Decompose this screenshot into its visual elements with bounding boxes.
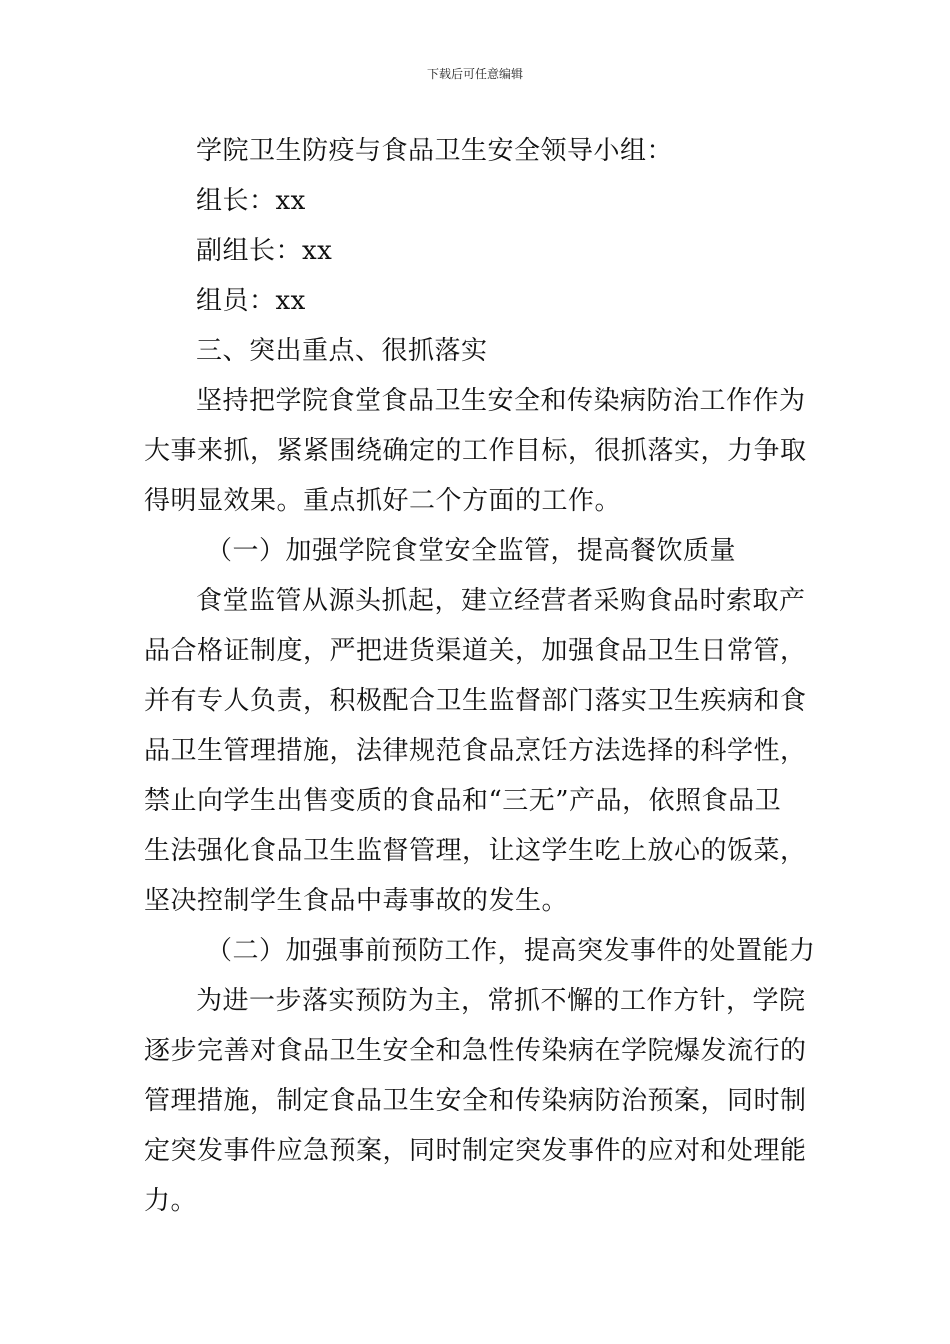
paragraph-line: 力。 [144, 1186, 198, 1216]
paragraph-line: 坚决控制学生食品中毒事故的发生。 [144, 886, 569, 916]
paragraph-line: 管理措施，制定食品卫生安全和传染病防治预案，同时制 [144, 1086, 807, 1116]
paragraph-line: 大事来抓，紧紧围绕确定的工作目标，很抓落实，力争取 [144, 436, 807, 466]
deputy-leader-line: 副组长：xx [196, 236, 333, 266]
paragraph-line: 定突发事件应急预案，同时制定突发事件的应对和处理能 [144, 1136, 807, 1166]
paragraph-line: 坚持把学院食堂食品卫生安全和传染病防治工作作为 [196, 386, 806, 416]
group-leader-line: 组长：xx [196, 186, 306, 216]
paragraph-line: 得明显效果。重点抓好二个方面的工作。 [144, 486, 622, 516]
subsection-two-heading: （二）加强事前预防工作，提高突发事件的处置能力 [206, 936, 816, 966]
paragraph-line: 禁止向学生出售变质的食品和“三无”产品，依照食品卫 [144, 786, 782, 816]
document-body [144, 126, 816, 1226]
paragraph-line: 食堂监管从源头抓起，建立经营者采购食品时索取产 [196, 586, 806, 616]
paragraph-line: 品卫生管理措施，法律规范食品烹饪方法选择的科学性， [144, 736, 807, 766]
paragraph-line: 生法强化食品卫生监督管理，让这学生吃上放心的饭菜， [144, 836, 807, 866]
page-header: 下载后可任意编辑 [426, 67, 523, 81]
subsection-one-heading: （一）加强学院食堂安全监管，提高餐饮质量 [206, 536, 737, 566]
paragraph-line: 逐步完善对食品卫生安全和急性传染病在学院爆发流行的 [144, 1036, 807, 1066]
section-three-heading: 三、突出重点、很抓落实 [196, 336, 488, 366]
paragraph-line: 品合格证制度，严把进货渠道关，加强食品卫生日常管， [144, 636, 807, 666]
leadership-group-heading: 学院卫生防疫与食品卫生安全领导小组： [196, 136, 674, 166]
paragraph-line: 并有专人负责，积极配合卫生监督部门落实卫生疾病和食 [144, 686, 807, 716]
paragraph-line: 为进一步落实预防为主，常抓不懈的工作方针，学院 [196, 986, 806, 1016]
group-members-line: 组员：xx [196, 286, 306, 316]
